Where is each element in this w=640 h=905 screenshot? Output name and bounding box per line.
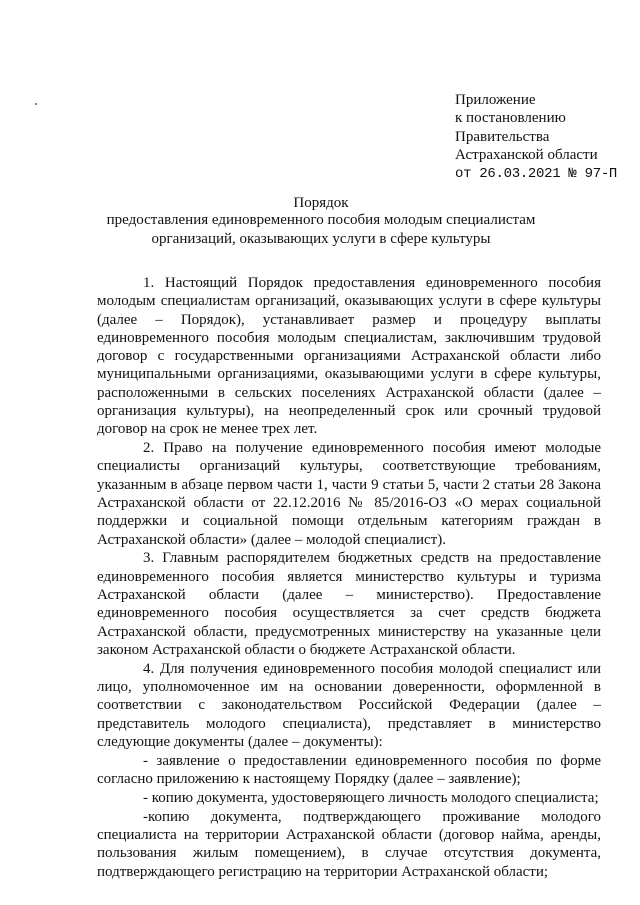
paragraph-1: 1. Настоящий Порядок предоставления единовременного пособия молодым специалистам организаций, оказывающих услуги в сфере культуры (далее – Порядок), устанавливает размер и процедуру выплаты единовременного пособия молодым специалистам, заключившим трудовой договор с государственными организациями Астраханской области либо муниципальными организациями, оказывающими услуги в сфере культуры, расположенными в сельских поселениях Астраханской области (далее – организация культуры), на неопределенный срок или срочный трудовой договор на срок не менее трех лет. [97,275,601,438]
paragraph-4: 4. Для получения единовременного пособия молодой специалист или лицо, уполномоченное им на основании доверенности, оформленной в соответствии с законодательством Российской Федерации (далее – представитель молодого специалиста), представляет в министерство следующие документы (далее – документы): [97,660,601,750]
list-item-identity-copy: - копию документа, удостоверяющего личность молодого специалиста; [143,789,599,806]
approval-line-appendix: Приложение [455,92,536,108]
approval-line-date-number: от 26.03.2021 № 97-П [455,165,618,182]
approval-line-resolution: к постановлению [455,110,566,127]
paragraph-2: 2. Право на получение единовременного пособия имеют молодые специалисты организаций культуры, соответствующие требованиям, указанным в абзаце первом части 1, части 9 статьи 5, части 2 статьи 28 Закона Астраханской области от 22.12.2016 № 85/2016-ОЗ «О мерах социальной поддержки и социальной помощи отдельным категориям граждан в Астраханской области» (далее – молодой специалист). [97,440,601,548]
document-subtitle: предоставления единовременного пособия молодым специалистам организаций, оказывающих услуги в сфере культуры [106,212,536,247]
document-title: Порядок [293,195,349,211]
paragraph-3: 3. Главным распорядителем бюджетных средств на предоставление единовременного пособия является министерство культуры и туризма Астраханской области (далее – министерство). Предоставление единовременного пособия осуществляется за счет средств бюджета Астраханской области, предусмотренных министерству на указанные цели законом Астраханской области о бюджете Астраханской области. [97,550,601,658]
scan-speck [35,103,37,105]
approval-stamp [455,91,635,183]
approval-line-region: Астраханской области [455,147,598,164]
document-body [97,274,601,881]
list-item-application: - заявление о предоставлении единовременного пособия по форме согласно приложению к настоящему Порядку (далее – заявление); [97,752,601,788]
approval-line-government: Правительства [455,128,550,145]
list-item-residence-copy: -копию документа, подтверждающего проживание молодого специалиста на территории Астраханской области (договор найма, аренды, пользования жилым помещением), в случае отсутствия документа, подтверждающего регистрацию на территории Астраханской области; [97,808,601,880]
